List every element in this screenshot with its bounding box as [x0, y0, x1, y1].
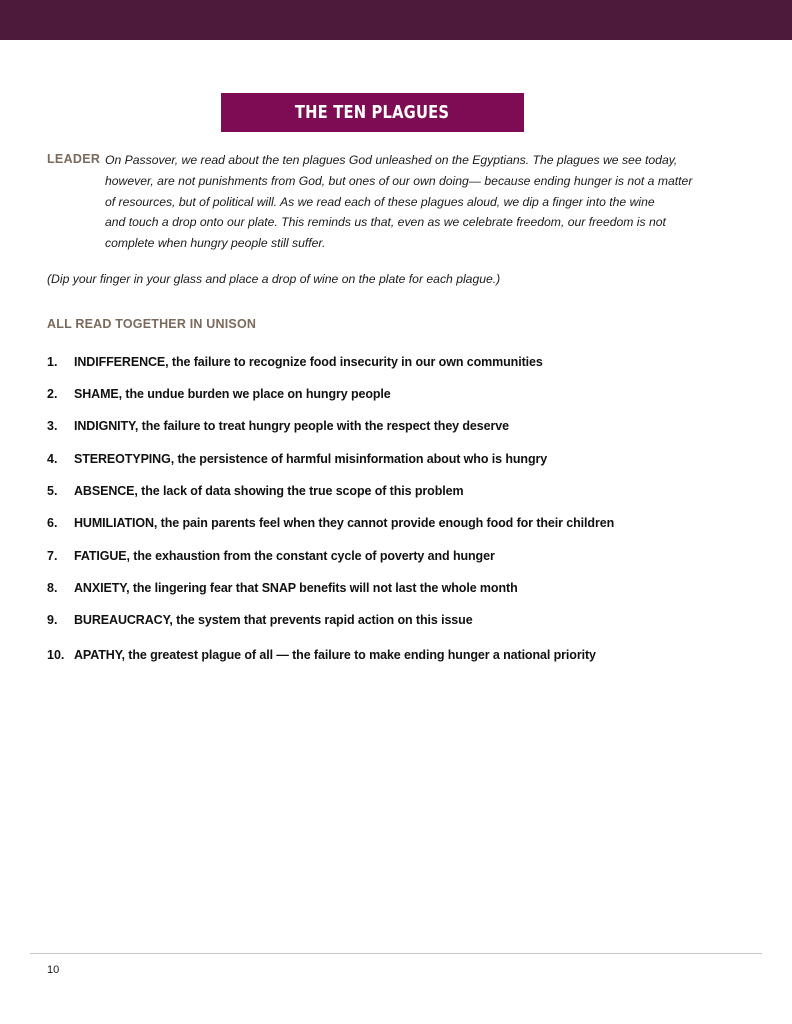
wine-instruction: (Dip your finger in your glass and place a drop of wine on the plate for each plague.) — [47, 272, 501, 286]
plague-text: BUREAUCRACY, the system that prevents rapid action on this issue — [74, 613, 473, 627]
page-number: 10 — [47, 964, 60, 976]
plague-text: INDIFFERENCE, the failure to recognize food insecurity in our own communities — [74, 355, 543, 369]
plague-number: 5. — [47, 484, 58, 498]
page-title: THE TEN PLAGUES — [295, 102, 450, 123]
plague-number: 4. — [47, 452, 58, 466]
footer-divider — [30, 953, 762, 954]
plague-number: 8. — [47, 581, 58, 595]
plague-text: HUMILIATION, the pain parents feel when they cannot provide enough food for their children — [74, 516, 615, 530]
plague-number: 3. — [47, 419, 58, 433]
leader-line: however, are not punishments from God, but ones of our own doing— because ending hunger is not a matter — [105, 173, 693, 188]
unison-heading: ALL READ TOGETHER IN UNISON — [47, 317, 257, 331]
plague-item — [47, 419, 747, 437]
plague-number: 9. — [47, 613, 58, 627]
plague-number: 1. — [47, 355, 58, 369]
plague-text: ANXIETY, the lingering fear that SNAP benefits will not last the whole month — [74, 581, 518, 595]
title-banner — [221, 93, 524, 132]
plague-item — [47, 484, 747, 502]
plague-text: FATIGUE, the exhaustion from the constant cycle of poverty and hunger — [74, 549, 495, 563]
plague-item — [47, 516, 747, 534]
plague-item — [47, 452, 747, 470]
plague-text: SHAME, the undue burden we place on hungry people — [74, 387, 391, 401]
plague-item — [47, 648, 747, 666]
leader-label: LEADER — [47, 152, 101, 166]
plague-item — [47, 581, 747, 599]
plague-item — [47, 613, 747, 631]
leader-line: complete when hungry people still suffer. — [105, 236, 326, 251]
plague-text: STEREOTYPING, the persistence of harmful misinformation about who is hungry — [74, 452, 548, 466]
plague-number: 2. — [47, 387, 58, 401]
plague-item — [47, 355, 747, 373]
plague-number: 7. — [47, 549, 58, 563]
plague-text: INDIGNITY, the failure to treat hungry people with the respect they deserve — [74, 419, 509, 433]
leader-paragraph — [105, 150, 715, 254]
header-band — [0, 0, 792, 40]
plague-text: ABSENCE, the lack of data showing the true scope of this problem — [74, 484, 464, 498]
plague-number: 10. — [47, 648, 65, 662]
plague-item — [47, 549, 747, 567]
plague-text: APATHY, the greatest plague of all — the failure to make ending hunger a national priority — [74, 648, 596, 662]
leader-line: On Passover, we read about the ten plagues God unleashed on the Egyptians. The plagues we see today, — [105, 153, 678, 167]
leader-line: and touch a drop onto our plate. This reminds us that, even as we celebrate freedom, our freedom is not — [105, 215, 666, 230]
plague-number: 6. — [47, 516, 58, 530]
plague-item — [47, 387, 747, 405]
leader-line: of resources, but of political will. As we read each of these plagues aloud, we dip a finger into the wine — [105, 194, 655, 209]
